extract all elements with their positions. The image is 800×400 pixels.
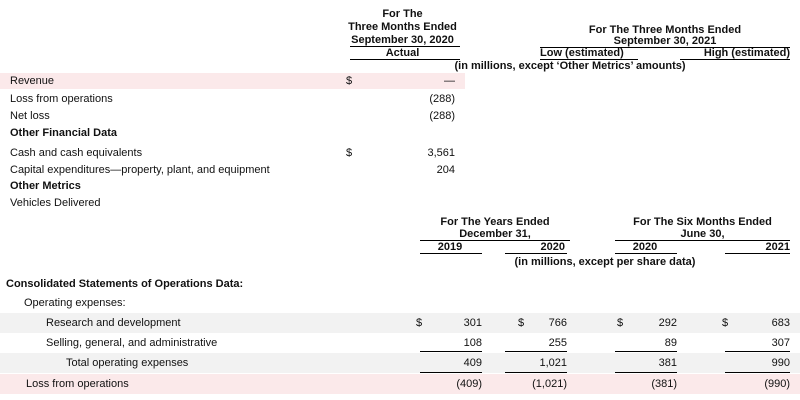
t2-cell: 108 [463, 337, 482, 349]
t2-cell: 409 [463, 357, 482, 369]
t2-cell: (990) [764, 378, 790, 390]
t1-row-label: Net loss [10, 110, 50, 122]
t2-row-dollar: $ [617, 317, 624, 329]
t1-row-value: 3,561 [427, 147, 455, 159]
t2-sum-rule [615, 351, 677, 352]
t2-row-label: Loss from operations [26, 378, 129, 390]
t1-col2-header-line1: For The Three Months Ended [588, 24, 742, 36]
t2-col-2020a: 2020 [540, 241, 565, 253]
t2-cell: 1,021 [539, 357, 567, 369]
t2-col-2021: 2021 [765, 241, 790, 253]
t2-sum-rule [420, 372, 482, 373]
t2-six-header-line1: For The Six Months Ended [633, 216, 772, 228]
t2-cell: 292 [658, 317, 677, 329]
t2-col-2020b: 2020 [632, 241, 658, 253]
t2-cell: 683 [771, 317, 790, 329]
t1-section-heading: Other Metrics [10, 180, 81, 192]
t2-col-rule [505, 253, 567, 254]
t1-row-value: (288) [429, 93, 455, 105]
t1-row-value: — [444, 75, 455, 87]
t2-cell: 381 [658, 357, 677, 369]
t2-years-header-line1: For The Years Ended [440, 216, 550, 228]
t2-cell: (1,021) [532, 378, 567, 390]
t2-cell: 89 [664, 337, 677, 349]
t1-section-heading: Other Financial Data [10, 127, 117, 139]
t2-sum-rule [505, 351, 567, 352]
t2-col-2019: 2019 [437, 241, 463, 253]
t1-row-label: Capital expenditures—property, plant, and equipment [10, 164, 270, 176]
t1-col2-low: Low (estimated) [540, 47, 624, 59]
t1-col2-high: High (estimated) [703, 47, 790, 59]
t1-row-label: Vehicles Delivered [10, 197, 101, 209]
t2-sum-rule [615, 372, 677, 373]
t1-col1-header-line2: Three Months Ended [348, 21, 457, 33]
t1-row-dollar: $ [346, 75, 353, 87]
t2-cell: 255 [548, 337, 567, 349]
t1-col1-subheader: Actual [385, 47, 420, 59]
t1-row-label: Loss from operations [10, 93, 113, 105]
t2-six-header-line2: June 30, [680, 228, 725, 240]
t2-sum-rule [505, 372, 567, 373]
t2-row-label: Research and development [46, 317, 181, 329]
t2-sum-rule [725, 351, 790, 352]
t2-row-label: Selling, general, and administrative [46, 337, 218, 349]
t2-opex-label: Operating expenses: [24, 297, 126, 309]
t1-row-dollar: $ [346, 147, 353, 159]
t1-units-note: (in millions, except ‘Other Metrics’ amounts) [454, 60, 686, 72]
t2-row-dollar: $ [518, 317, 525, 329]
t2-row-label: Total operating expenses [66, 357, 189, 369]
t2-years-header-line2: December 31, [459, 228, 531, 240]
t1-row-value: (288) [429, 110, 455, 122]
t2-sum-rule [725, 372, 790, 373]
t2-cell: 301 [463, 317, 482, 329]
t2-cell: 990 [771, 357, 790, 369]
t1-row-label: Cash and cash equivalents [10, 147, 143, 159]
t2-col-rule [615, 253, 677, 254]
t2-col-rule [725, 253, 790, 254]
t2-cell: 766 [548, 317, 567, 329]
t2-section-title: Consolidated Statements of Operations Data: [6, 278, 244, 290]
t2-row-dollar: $ [416, 317, 423, 329]
t1-row-label: Revenue [10, 75, 55, 87]
t1-row-value: 204 [436, 164, 455, 176]
t2-col-rule [420, 253, 482, 254]
t2-sum-rule [420, 351, 482, 352]
t1-col1-header-line3: September 30, 2020 [351, 34, 454, 46]
t2-cell: (381) [651, 378, 677, 390]
t2-cell: (409) [456, 378, 482, 390]
t2-units-note: (in millions, except per share data) [514, 256, 696, 268]
t1-col1-header-line1: For The [382, 8, 423, 20]
t2-cell: 307 [771, 337, 790, 349]
t2-row-dollar: $ [722, 317, 729, 329]
t1-col2-header-line2: September 30, 2021 [613, 35, 717, 47]
